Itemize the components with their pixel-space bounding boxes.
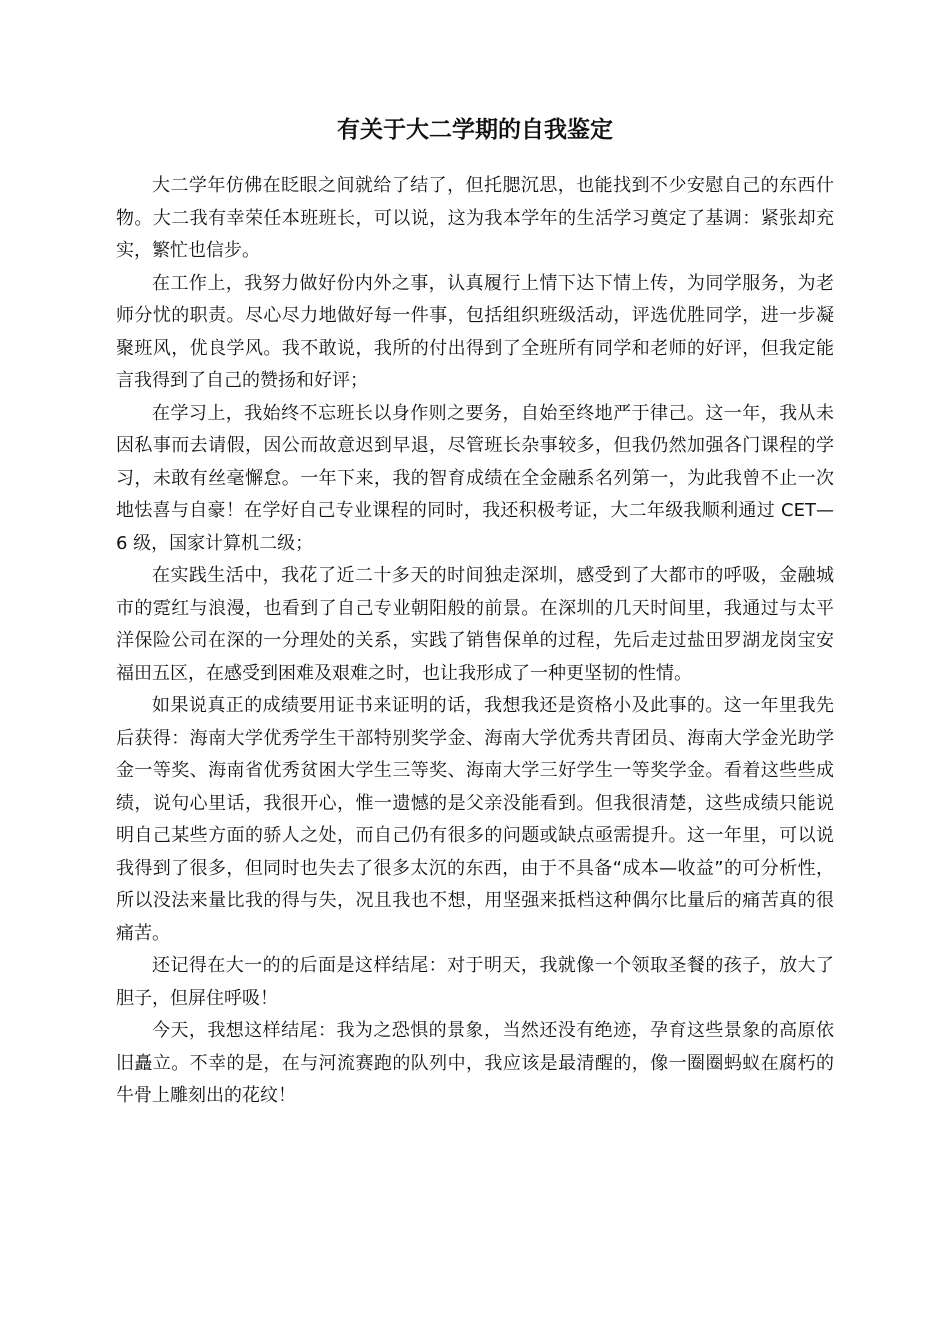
paragraph-conclusion: 今天，我想这样结尾：我为之恐惧的景象，当然还没有绝迹，孕育这些景象的高原依旧矗立。不幸的是，在与河流赛跑的队列中，我应该是最清醒的，像一圈圈蚂蚁在腐朽的牛骨上雕刻出的花纹！ [116, 1020, 834, 1106]
paragraph-achievements: 如果说真正的成绩要用证书来证明的话，我想我还是资格小及此事的。这一年里我先后获得：海南大学优秀学生干部特别奖学金、海南大学优秀共青团员、海南大学金光助学金一等奖、海南省优秀贫困大学生三等奖、海南大学三好学生一等奖学金。看着这些些成绩，说句心里话，我很开心，惟一遗憾的是父亲没能看到。但我很清楚，这些成绩只能说明自己某些方面的骄人之处，而自己仍有很多的问题或缺点亟需提升。这一年里，可以说我得到了很多，但同时也失去了很多太沉的东西，由于不具备“成本—收益”的可分析性，所以没法来量比我的得与失，况且我也不想，用坚强来抵档这种偶尔比量后的痛苦真的很痛苦。 [116, 695, 834, 944]
document-title: 有关于大二学期的自我鉴定 [337, 117, 613, 143]
paragraph-work: 在工作上，我努力做好份内外之事，认真履行上情下达下情上传，为同学服务，为老师分忧的职责。尽心尽力地做好每一件事，包括组织班级活动，评选优胜同学，进一步凝聚班风，优良学风。我不敢说，我所的付出得到了全班所有同学和老师的好评，但我定能言我得到了自己的赞扬和好评； [116, 272, 834, 391]
paragraph-study: 在学习上，我始终不忘班长以身作则之要务，自始至终地严于律己。这一年，我从未因私事而去请假，因公而故意迟到早退，尽管班长杂事较多，但我仍然加强各门课程的学习，未敢有丝毫懈怠。一年下来，我的智育成绩在全金融系名列第一，为此我曾不止一次地怯喜与自豪！在学好自己专业课程的同时，我还积极考证，大二年级我顺利通过 CET—6 级，国家计算机二级； [116, 402, 834, 554]
paragraph-intro: 大二学年仿佛在眨眼之间就给了结了，但托腮沉思，也能找到不少安慰自己的东西什物。大二我有幸荣任本班班长，可以说，这为我本学年的生活学习奠定了基调：紧张却充实，繁忙也信步。 [116, 175, 834, 261]
paragraph-practice: 在实践生活中，我花了近二十多天的时间独走深圳，感受到了大都市的呼吸，金融城市的霓红与浪漫，也看到了自己专业朝阳般的前景。在深圳的几天时间里，我通过与太平洋保险公司在深的一分理处的关系，实践了销售保单的过程，先后走过盐田罗湖龙岗宝安福田五区，在感受到困难及艰难之时，也让我形成了一种更坚韧的性情。 [116, 565, 834, 684]
document-body [116, 170, 834, 1113]
paragraph-memory: 还记得在大一的的后面是这样结尾：对于明天，我就像一个领取圣餐的孩子，放大了胆子，但屏住呼吸！ [116, 955, 834, 1009]
